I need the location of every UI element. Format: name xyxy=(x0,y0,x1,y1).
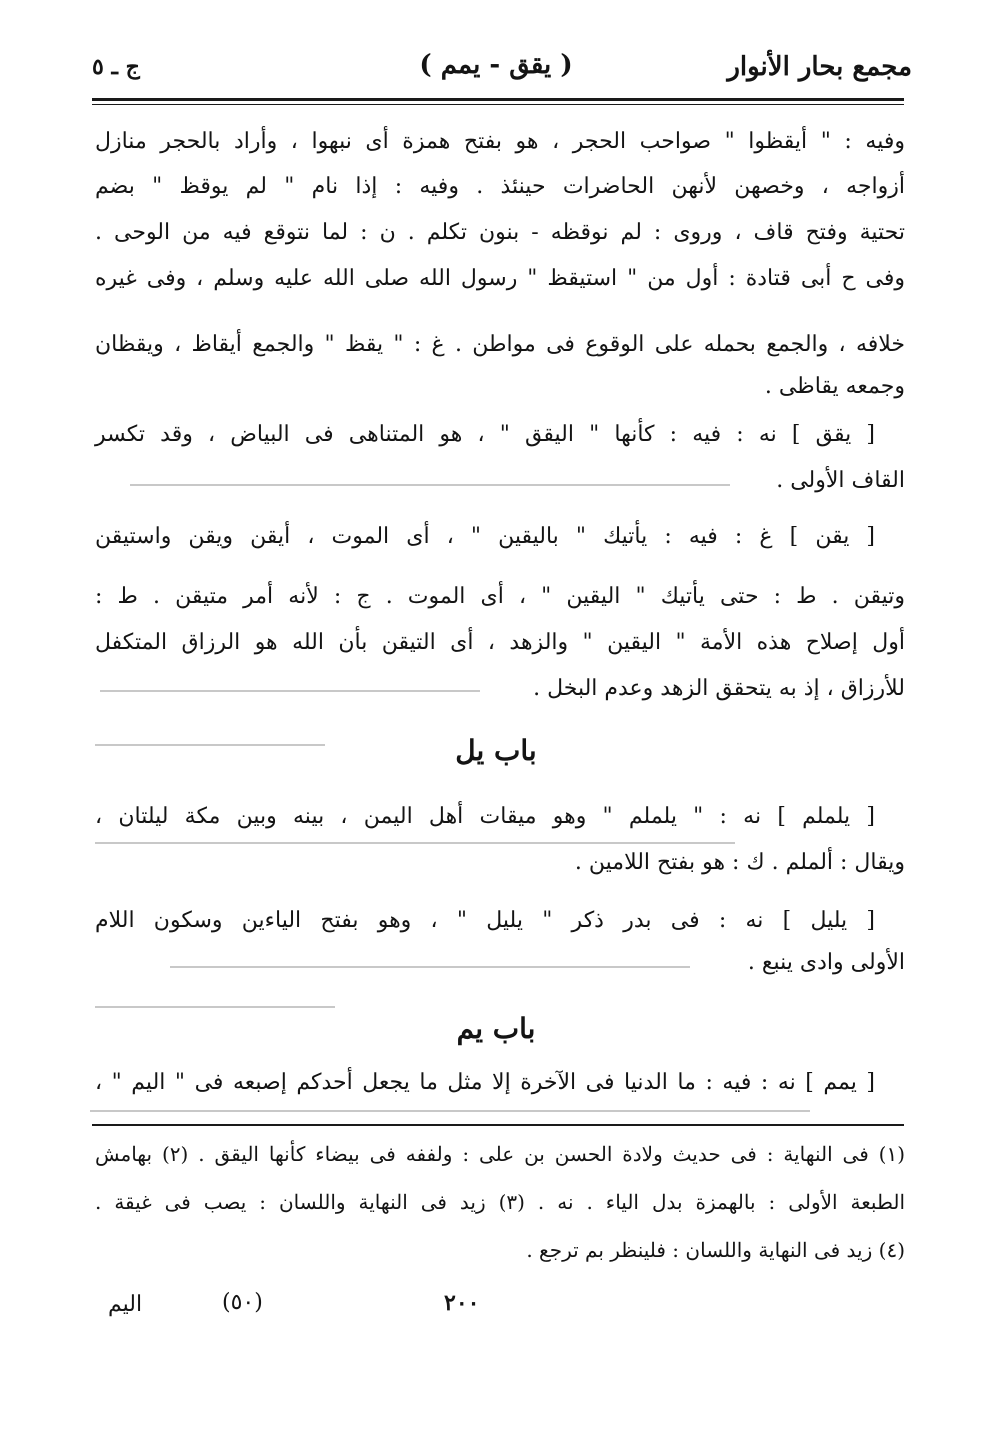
footnote-rule xyxy=(92,1124,904,1126)
entry-line: القاف الأولى . xyxy=(776,468,905,493)
body-line: وفى ح أبى قتادة : أول من " استيقظ " رسول الله صلى الله عليه وسلم ، وفى غيره xyxy=(95,266,905,291)
entry-line: أول إصلاح هذه الأمة " اليقين " والزهد ، أى التيقن بأن الله هو الرزاق المتكفل xyxy=(95,630,905,655)
scan-noise xyxy=(170,966,690,968)
signature-mark: (٥٠) xyxy=(222,1290,263,1315)
section-heading-yam: باب يم xyxy=(456,1012,536,1045)
entry-line: [ يليل ] نه : فى بدر ذكر " يليل " ، وهو بفتح الياءين وسكون اللام xyxy=(95,908,875,933)
body-line: تحتية وفتح قاف ، وروى : لم نوقظه - بنون تكلم . ن : لما نتوقع فيه من الوحى . xyxy=(95,220,905,245)
entry-line: [ يمم ] نه : فيه : ما الدنيا فى الآخرة إلا مثل ما يجعل أحدكم إصبعه فى " اليم " ، xyxy=(95,1070,875,1095)
catchword: اليم xyxy=(108,1292,143,1317)
entry-line: ويقال : ألملم . ك : هو بفتح اللامين . xyxy=(574,850,905,875)
entry-line: [ يقن ] غ : فيه : يأتيك " باليقين " ، أى الموت ، أيقن ويقن واستيقن xyxy=(95,524,875,549)
scan-noise xyxy=(95,842,735,844)
footnote-line: (١) فى النهاية : فى حديث ولادة الحسن بن على : ولففه فى بيضاء كأنها اليقق . (٢) بهامش xyxy=(95,1142,906,1166)
entry-line: [ يلملم ] نه : " يلملم " وهو ميقات أهل اليمن ، بينه وبين مكة ليلتان ، xyxy=(95,804,875,829)
footnote-line: (٤) زيد فى النهاية واللسان : فلينظر بم ترجع . xyxy=(526,1238,905,1262)
body-line: أزواجه ، وخصهن لأنهن الحاضرات حينئذ . وفيه : إذا نام " لم يوقظ " بضم xyxy=(95,174,905,199)
scan-noise xyxy=(95,1006,335,1008)
entry-line: الأولى وادى ينبع . xyxy=(747,950,905,975)
scan-noise xyxy=(130,484,730,486)
body-line: خلافه ، والجمع بحمله على الوقوع فى مواطن . غ : " يقظ " والجمع أيقاظ ، ويقظان xyxy=(95,332,905,357)
scan-noise xyxy=(90,1110,810,1112)
volume-label: ج ـ ٥ xyxy=(92,54,140,80)
body-line: وجمعه يقاظى . xyxy=(764,374,905,399)
running-section: ( يقق - يمم ) xyxy=(419,50,573,80)
header-rule xyxy=(92,98,904,101)
body-line: وفيه : " أيقظوا " صواحب الحجر ، هو بفتح همزة أى نبهوا ، وأراد بالحجر منازل xyxy=(95,129,905,154)
scan-noise xyxy=(95,744,325,746)
entry-line: [ يقق ] نه : فيه : كأنها " اليقق " ، هو المتناهى فى البياض ، وقد تكسر xyxy=(95,422,875,447)
book-title: مجمع بحار الأنوار xyxy=(727,52,912,82)
header-rule-thin xyxy=(92,104,904,105)
page-number: ٢٠٠ xyxy=(444,1290,480,1316)
scan-noise xyxy=(100,690,480,692)
entry-line: للأرزاق ، إذ به يتحقق الزهد وعدم البخل . xyxy=(533,676,905,701)
section-heading-yal: باب يل xyxy=(455,734,537,767)
entry-line: وتيقن . ط : حتى يأتيك " اليقين " ، أى الموت . ج : لأنه أمر متيقن . ط : xyxy=(95,584,905,609)
footnote-line: الطبعة الأولى : بالهمزة بدل الياء . نه . (٣) زيد فى النهاية واللسان : يصب فى غيقة . xyxy=(95,1190,905,1214)
